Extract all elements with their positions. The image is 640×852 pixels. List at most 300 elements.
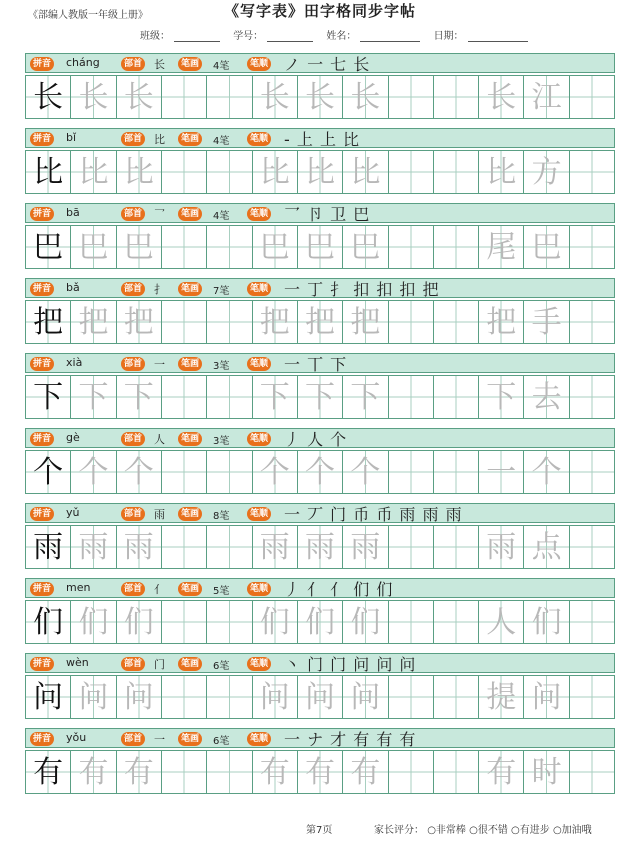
- grid-cell[interactable]: [389, 301, 434, 343]
- trace-char: 有: [350, 755, 381, 790]
- page-number: 第7页: [306, 825, 333, 836]
- info-bar: [25, 128, 615, 148]
- grid-cell[interactable]: [71, 151, 116, 193]
- trace-char: 比: [123, 155, 154, 190]
- grid-cell[interactable]: [162, 301, 207, 343]
- grid-cell[interactable]: [71, 76, 116, 118]
- info-bar: [25, 728, 615, 748]
- grid-cell[interactable]: [253, 76, 298, 118]
- grid-cell[interactable]: [26, 226, 71, 268]
- grid-cell[interactable]: [524, 601, 569, 643]
- trace-char: 雨: [123, 530, 154, 565]
- stroke-order: ノ 一 七 长: [284, 55, 371, 74]
- radical-tag: 部首: [121, 207, 145, 221]
- order-tag: 笔顺: [247, 57, 271, 71]
- trace-char: 们: [123, 605, 154, 640]
- radical-text: 人: [154, 433, 165, 446]
- word-char-2: 点: [531, 530, 562, 565]
- grid-cell[interactable]: [162, 676, 207, 718]
- grid-cell[interactable]: [524, 76, 569, 118]
- info-bar: [25, 53, 615, 73]
- order-tag: 笔顺: [247, 507, 271, 521]
- radical-tag: 部首: [121, 282, 145, 296]
- trace-char: 把: [78, 305, 109, 340]
- trace-char: 有: [259, 755, 290, 790]
- stroke-count: 4笔: [213, 136, 230, 147]
- eval-option-2[interactable]: ○很不错: [469, 825, 508, 836]
- trace-char: 有: [123, 755, 154, 790]
- grid-cell[interactable]: [71, 526, 116, 568]
- grid-cell[interactable]: [298, 751, 343, 793]
- word-char-1: 有: [486, 755, 517, 790]
- trace-char: 问: [350, 680, 381, 715]
- trace-char: 们: [78, 605, 109, 640]
- grid-cell[interactable]: [389, 601, 434, 643]
- grid-cell[interactable]: [298, 376, 343, 418]
- char-row: [25, 203, 615, 271]
- grid-cell[interactable]: [298, 676, 343, 718]
- strokes-tag: 笔画: [178, 432, 202, 446]
- stroke-count: 8笔: [213, 511, 230, 522]
- grid-cell[interactable]: [71, 301, 116, 343]
- radical-tag: 部首: [121, 57, 145, 71]
- pinyin-tag: 拼音: [30, 207, 54, 221]
- order-tag: 笔顺: [247, 357, 271, 371]
- grid-cell[interactable]: [524, 526, 569, 568]
- stroke-count: 3笔: [213, 361, 230, 372]
- grid-cell[interactable]: [434, 151, 479, 193]
- tian-grid: [25, 225, 615, 269]
- grid-cell[interactable]: [479, 526, 524, 568]
- grid-cell[interactable]: [71, 226, 116, 268]
- pinyin-tag: 拼音: [30, 282, 54, 296]
- grid-cell[interactable]: [343, 451, 388, 493]
- trace-char: 雨: [350, 530, 381, 565]
- trace-char: 有: [78, 755, 109, 790]
- trace-char: 把: [123, 305, 154, 340]
- pinyin-text: bǎ: [66, 281, 80, 294]
- trace-char: 巴: [123, 230, 154, 265]
- pinyin-tag: 拼音: [30, 132, 54, 146]
- grid-cell[interactable]: [207, 601, 252, 643]
- grid-cell[interactable]: [570, 301, 614, 343]
- info-bar: [25, 203, 615, 223]
- pinyin-text: cháng: [66, 56, 100, 69]
- grid-cell[interactable]: [117, 76, 162, 118]
- grid-cell[interactable]: [253, 526, 298, 568]
- grid-cell[interactable]: [26, 301, 71, 343]
- date-field[interactable]: [468, 31, 528, 42]
- grid-cell[interactable]: [524, 451, 569, 493]
- grid-cell[interactable]: [162, 526, 207, 568]
- pinyin-text: gè: [66, 431, 80, 444]
- grid-cell[interactable]: [524, 151, 569, 193]
- trace-char: 个: [350, 455, 381, 490]
- grid-cell[interactable]: [162, 601, 207, 643]
- stroke-order: 丿 人 个: [284, 430, 348, 449]
- trace-char: 下: [123, 380, 154, 415]
- radical-tag: 部首: [121, 732, 145, 746]
- tian-grid: [25, 150, 615, 194]
- grid-cell[interactable]: [298, 451, 343, 493]
- grid-cell[interactable]: [26, 751, 71, 793]
- word-char-2: 巴: [531, 230, 562, 265]
- grid-cell[interactable]: [298, 301, 343, 343]
- radical-text: 一: [154, 733, 165, 746]
- grid-cell[interactable]: [162, 451, 207, 493]
- grid-cell[interactable]: [162, 376, 207, 418]
- date-label: 日期：: [433, 31, 464, 42]
- grid-cell[interactable]: [434, 226, 479, 268]
- pinyin-tag: 拼音: [30, 732, 54, 746]
- grid-cell[interactable]: [570, 601, 614, 643]
- radical-tag: 部首: [121, 357, 145, 371]
- grid-cell[interactable]: [162, 151, 207, 193]
- pinyin-tag: 拼音: [30, 357, 54, 371]
- grid-cell[interactable]: [434, 751, 479, 793]
- trace-char: 们: [305, 605, 336, 640]
- grid-cell[interactable]: [207, 526, 252, 568]
- grid-cell[interactable]: [71, 676, 116, 718]
- grid-cell[interactable]: [253, 376, 298, 418]
- word-char-2: 手: [531, 305, 562, 340]
- grid-cell[interactable]: [253, 301, 298, 343]
- pinyin-tag: 拼音: [30, 507, 54, 521]
- grid-cell[interactable]: [479, 601, 524, 643]
- trace-char: 长: [259, 80, 290, 115]
- grid-cell[interactable]: [207, 751, 252, 793]
- info-bar: [25, 428, 615, 448]
- grid-cell[interactable]: [570, 676, 614, 718]
- char-row: [25, 728, 615, 796]
- grid-cell[interactable]: [298, 76, 343, 118]
- grid-cell[interactable]: [71, 451, 116, 493]
- grid-cell[interactable]: [71, 376, 116, 418]
- grid-cell[interactable]: [389, 76, 434, 118]
- trace-char: 有: [305, 755, 336, 790]
- grid-cell[interactable]: [117, 226, 162, 268]
- word-char-1: 提: [486, 680, 517, 715]
- char-row: [25, 53, 615, 121]
- radical-text: 亻: [154, 583, 165, 596]
- grid-cell[interactable]: [207, 226, 252, 268]
- grid-cell[interactable]: [162, 226, 207, 268]
- grid-cell[interactable]: [479, 76, 524, 118]
- grid-cell[interactable]: [343, 526, 388, 568]
- grid-cell[interactable]: [298, 526, 343, 568]
- grid-cell[interactable]: [253, 151, 298, 193]
- pinyin-text: bā: [66, 206, 80, 219]
- trace-char: 个: [123, 455, 154, 490]
- grid-cell[interactable]: [26, 601, 71, 643]
- grid-cell[interactable]: [207, 151, 252, 193]
- grid-cell[interactable]: [434, 76, 479, 118]
- grid-cell[interactable]: [253, 751, 298, 793]
- grid-cell[interactable]: [343, 676, 388, 718]
- grid-cell[interactable]: [207, 301, 252, 343]
- name-label: 姓名：: [326, 31, 357, 42]
- grid-cell[interactable]: [570, 751, 614, 793]
- order-tag: 笔顺: [247, 732, 271, 746]
- word-char-2: 个: [531, 455, 562, 490]
- model-char: 个: [33, 455, 64, 490]
- strokes-tag: 笔画: [178, 132, 202, 146]
- pinyin-text: yǒu: [66, 731, 87, 744]
- grid-cell[interactable]: [570, 376, 614, 418]
- trace-char: 长: [78, 80, 109, 115]
- grid-cell[interactable]: [343, 376, 388, 418]
- grid-cell[interactable]: [207, 676, 252, 718]
- grid-cell[interactable]: [117, 601, 162, 643]
- grid-cell[interactable]: [479, 676, 524, 718]
- info-bar: [25, 578, 615, 598]
- grid-cell[interactable]: [479, 151, 524, 193]
- order-tag: 笔顺: [247, 282, 271, 296]
- grid-cell[interactable]: [298, 226, 343, 268]
- radical-text: 雨: [154, 508, 165, 521]
- grid-cell[interactable]: [26, 76, 71, 118]
- grid-cell[interactable]: [570, 151, 614, 193]
- strokes-tag: 笔画: [178, 282, 202, 296]
- trace-char: 问: [305, 680, 336, 715]
- tian-grid: [25, 675, 615, 719]
- grid-cell[interactable]: [162, 76, 207, 118]
- trace-char: 雨: [259, 530, 290, 565]
- grid-cell[interactable]: [524, 301, 569, 343]
- trace-char: 们: [350, 605, 381, 640]
- grid-cell[interactable]: [26, 151, 71, 193]
- char-row: [25, 428, 615, 496]
- grid-cell[interactable]: [117, 751, 162, 793]
- grid-cell[interactable]: [479, 751, 524, 793]
- grid-cell[interactable]: [479, 301, 524, 343]
- grid-cell[interactable]: [524, 751, 569, 793]
- grid-cell[interactable]: [524, 676, 569, 718]
- stroke-order: 丶 门 门 问 问 问: [284, 655, 417, 674]
- grid-cell[interactable]: [343, 301, 388, 343]
- grid-cell[interactable]: [207, 76, 252, 118]
- class-field[interactable]: [174, 31, 220, 42]
- stroke-count: 6笔: [213, 661, 230, 672]
- class-label: 班级：: [140, 31, 170, 42]
- trace-char: 个: [305, 455, 336, 490]
- word-char-2: 去: [531, 380, 562, 415]
- word-char-2: 方: [531, 155, 562, 190]
- grid-cell[interactable]: [207, 451, 252, 493]
- stroke-count: 3笔: [213, 436, 230, 447]
- pinyin-tag: 拼音: [30, 657, 54, 671]
- radical-tag: 部首: [121, 132, 145, 146]
- model-char: 雨: [33, 530, 64, 565]
- radical-text: 比: [154, 133, 165, 146]
- radical-tag: 部首: [121, 657, 145, 671]
- pinyin-text: bǐ: [66, 131, 77, 144]
- grid-cell[interactable]: [253, 601, 298, 643]
- grid-cell[interactable]: [570, 526, 614, 568]
- grid-cell[interactable]: [117, 376, 162, 418]
- trace-char: 下: [305, 380, 336, 415]
- grid-cell[interactable]: [389, 676, 434, 718]
- grid-cell[interactable]: [389, 451, 434, 493]
- grid-cell[interactable]: [207, 376, 252, 418]
- trace-char: 巴: [78, 230, 109, 265]
- radical-tag: 部首: [121, 432, 145, 446]
- pinyin-text: yǔ: [66, 506, 80, 519]
- trace-char: 长: [305, 80, 336, 115]
- grid-cell[interactable]: [524, 226, 569, 268]
- word-char-2: 时: [531, 755, 562, 790]
- grid-cell[interactable]: [253, 226, 298, 268]
- grid-cell[interactable]: [434, 451, 479, 493]
- order-tag: 笔顺: [247, 657, 271, 671]
- grid-cell[interactable]: [26, 526, 71, 568]
- pinyin-text: wèn: [66, 656, 89, 669]
- model-char: 下: [33, 380, 64, 415]
- tian-grid: [25, 375, 615, 419]
- trace-char: 问: [259, 680, 290, 715]
- grid-cell[interactable]: [434, 526, 479, 568]
- strokes-tag: 笔画: [178, 657, 202, 671]
- eval-option-1[interactable]: ○非常棒: [427, 825, 466, 836]
- model-char: 们: [33, 605, 64, 640]
- pinyin-text: men: [66, 581, 91, 594]
- stroke-order: 丿 亻 亻 们 们: [284, 580, 394, 599]
- order-tag: 笔顺: [247, 432, 271, 446]
- grid-cell[interactable]: [26, 676, 71, 718]
- stroke-order: 一 丆 门 币 币 雨 雨 雨: [284, 505, 463, 524]
- grid-cell[interactable]: [26, 376, 71, 418]
- pinyin-text: xià: [66, 356, 83, 369]
- trace-char: 们: [259, 605, 290, 640]
- grid-cell[interactable]: [71, 601, 116, 643]
- number-label: 学号：: [233, 31, 264, 42]
- grid-cell[interactable]: [117, 526, 162, 568]
- word-char-1: 一: [486, 455, 517, 490]
- grid-cell[interactable]: [343, 151, 388, 193]
- grid-cell[interactable]: [479, 376, 524, 418]
- grid-cell[interactable]: [389, 526, 434, 568]
- grid-cell[interactable]: [434, 376, 479, 418]
- book-label: 《部编人教版一年级上册》: [28, 10, 148, 21]
- char-row: [25, 503, 615, 571]
- strokes-tag: 笔画: [178, 57, 202, 71]
- char-row: [25, 353, 615, 421]
- grid-cell[interactable]: [524, 376, 569, 418]
- tian-grid: [25, 300, 615, 344]
- grid-cell[interactable]: [343, 76, 388, 118]
- grid-cell[interactable]: [343, 751, 388, 793]
- strokes-tag: 笔画: [178, 582, 202, 596]
- tian-grid: [25, 525, 615, 569]
- grid-cell[interactable]: [343, 601, 388, 643]
- grid-cell[interactable]: [26, 451, 71, 493]
- grid-cell[interactable]: [343, 226, 388, 268]
- tian-grid: [25, 75, 615, 119]
- word-char-1: 尾: [486, 230, 517, 265]
- trace-char: 把: [259, 305, 290, 340]
- char-row: [25, 653, 615, 721]
- grid-cell[interactable]: [389, 226, 434, 268]
- strokes-tag: 笔画: [178, 732, 202, 746]
- info-bar: [25, 353, 615, 373]
- grid-cell[interactable]: [570, 451, 614, 493]
- pinyin-tag: 拼音: [30, 57, 54, 71]
- grid-cell[interactable]: [570, 76, 614, 118]
- pinyin-tag: 拼音: [30, 582, 54, 596]
- radical-tag: 部首: [121, 582, 145, 596]
- stroke-order: 一 ナ 才 有 有 有: [284, 730, 417, 749]
- grid-cell[interactable]: [71, 751, 116, 793]
- radical-text: 长: [154, 58, 165, 71]
- strokes-tag: 笔画: [178, 357, 202, 371]
- grid-cell[interactable]: [298, 151, 343, 193]
- radical-tag: 部首: [121, 507, 145, 521]
- stroke-order: 一 丅 下: [284, 355, 348, 374]
- grid-cell[interactable]: [389, 151, 434, 193]
- order-tag: 笔顺: [247, 582, 271, 596]
- grid-cell[interactable]: [298, 601, 343, 643]
- word-char-2: 江: [531, 80, 562, 115]
- trace-char: 个: [259, 455, 290, 490]
- grid-cell[interactable]: [117, 151, 162, 193]
- eval-option-4[interactable]: ○加油哦: [552, 825, 592, 836]
- eval-option-3[interactable]: ○有进步: [511, 825, 550, 836]
- grid-cell[interactable]: [434, 601, 479, 643]
- char-row: [25, 278, 615, 346]
- stroke-count: 4笔: [213, 211, 230, 222]
- grid-cell[interactable]: [434, 301, 479, 343]
- grid-cell[interactable]: [117, 676, 162, 718]
- trace-char: 把: [350, 305, 381, 340]
- stroke-count: 5笔: [213, 586, 230, 597]
- trace-char: 巴: [305, 230, 336, 265]
- trace-char: 雨: [305, 530, 336, 565]
- word-char-1: 比: [486, 155, 517, 190]
- info-bar: [25, 278, 615, 298]
- grid-cell[interactable]: [570, 226, 614, 268]
- trace-char: 比: [78, 155, 109, 190]
- word-char-1: 把: [486, 305, 517, 340]
- trace-char: 雨: [78, 530, 109, 565]
- trace-char: 个: [78, 455, 109, 490]
- radical-text: 乛: [154, 208, 165, 221]
- grid-cell[interactable]: [389, 376, 434, 418]
- word-char-2: 问: [531, 680, 562, 715]
- grid-cell[interactable]: [479, 226, 524, 268]
- model-char: 比: [33, 155, 64, 190]
- grid-cell[interactable]: [253, 676, 298, 718]
- grid-cell[interactable]: [117, 301, 162, 343]
- page-title: 《写字表》田字格同步字帖: [223, 2, 416, 20]
- grid-cell[interactable]: [479, 451, 524, 493]
- number-field[interactable]: [267, 31, 313, 42]
- char-row: [25, 128, 615, 196]
- stroke-count: 4笔: [213, 61, 230, 72]
- trace-char: 下: [350, 380, 381, 415]
- stroke-order: 乛 卪 卫 巴: [284, 205, 371, 224]
- grid-cell[interactable]: [162, 751, 207, 793]
- trace-char: 下: [78, 380, 109, 415]
- parent-eval: [374, 821, 592, 836]
- trace-char: 比: [305, 155, 336, 190]
- grid-cell[interactable]: [117, 451, 162, 493]
- grid-cell[interactable]: [434, 676, 479, 718]
- name-field[interactable]: [360, 31, 420, 42]
- grid-cell[interactable]: [253, 451, 298, 493]
- student-info: [140, 27, 532, 42]
- grid-cell[interactable]: [389, 751, 434, 793]
- radical-text: 扌: [154, 283, 165, 296]
